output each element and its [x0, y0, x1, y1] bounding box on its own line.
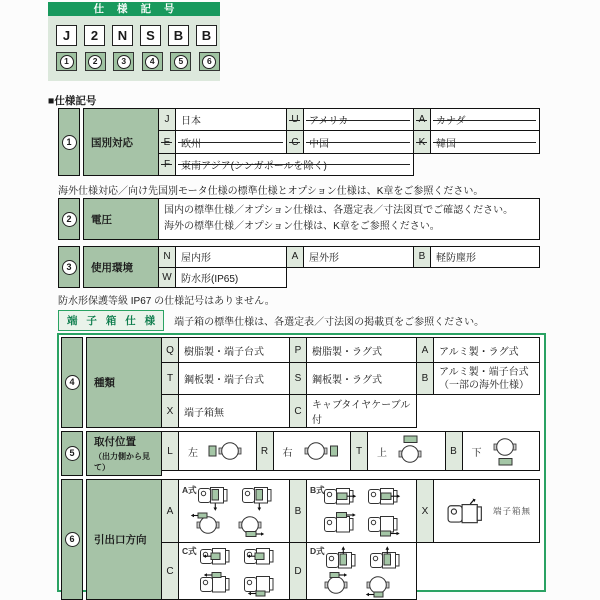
circled-number-box — [142, 52, 163, 71]
code-cell: C — [161, 542, 179, 600]
code-cell: F — [158, 153, 176, 176]
circled-number-box — [113, 52, 134, 71]
value-cell: 鋼板製・ラグ式 — [306, 362, 417, 395]
outlet-d-diagram — [308, 543, 412, 599]
value-line1: アルミ製・端子台式 — [439, 366, 529, 378]
code-letter: J — [56, 25, 77, 46]
row-number — [58, 198, 80, 240]
value-cell — [433, 479, 540, 543]
value-cell — [433, 362, 540, 395]
row-number — [61, 431, 83, 476]
value-cell — [178, 479, 290, 543]
code-cell: N — [158, 246, 176, 268]
code-letter: 2 — [84, 25, 105, 46]
circled-number: 2 — [62, 212, 77, 227]
row-label: 電圧 — [83, 198, 159, 240]
code-panel — [48, 16, 220, 81]
value-cell: 軽防塵形 — [430, 246, 540, 268]
code-cell: C — [289, 394, 307, 428]
terminal-box-badge: 端 子 箱 仕 様 — [58, 310, 164, 331]
code-cell: A — [161, 479, 179, 543]
spec-code-header — [48, 2, 220, 81]
row-number — [61, 337, 83, 428]
note-waterproof: 防水形保護等級 IP67 の仕様記号はありません。 — [58, 296, 275, 307]
row-label: 種類 — [86, 337, 162, 428]
value-cell: 鋼板製・端子台式 — [178, 362, 290, 395]
value-cell — [306, 542, 417, 600]
code-cell: A — [416, 337, 434, 363]
outlet-x-diagram — [444, 497, 486, 525]
mount-right-icon — [302, 438, 340, 464]
code-cell: C — [286, 130, 304, 153]
code-cell: B — [413, 246, 431, 268]
outlet-style-label: B式 — [310, 485, 325, 495]
outlet-style-label: C式 — [182, 546, 197, 556]
circled-number: 4 — [65, 375, 80, 390]
value-cell: 屋内形 — [175, 246, 287, 268]
code-number-row — [56, 52, 220, 71]
value-cell: アルミ製・ラグ式 — [433, 337, 540, 363]
code-cell: P — [289, 337, 307, 363]
code-cell: A — [413, 108, 431, 131]
circled-number: 3 — [117, 55, 131, 69]
circled-number: 1 — [62, 135, 77, 150]
row-label-sub: （出力側から見て） — [94, 452, 150, 472]
code-cell: B — [416, 362, 434, 395]
outlet-b-diagram — [308, 482, 412, 540]
value-cell: 韓国 — [430, 130, 540, 153]
circled-number: 3 — [62, 260, 77, 275]
row-label-text: 取付位置 — [94, 436, 136, 448]
value-cell — [367, 431, 446, 471]
code-cell: D — [289, 542, 307, 600]
code-cell: T — [161, 362, 179, 395]
voltage-note-line2: 海外の標準仕様／オプション仕様は、K章をご参照ください。 — [164, 221, 440, 232]
row-type — [61, 337, 540, 428]
value-cell: キャブタイヤケーブル付 — [306, 394, 417, 428]
code-cell: L — [161, 431, 179, 471]
value-cell — [462, 431, 541, 471]
row-environment — [58, 246, 540, 288]
row-number — [58, 246, 80, 288]
mount-top-label: 上 — [377, 447, 387, 459]
code-cell: R — [256, 431, 274, 471]
row-mount-position — [61, 431, 540, 476]
circled-number: 1 — [60, 55, 74, 69]
outlet-style-label: A式 — [182, 485, 197, 495]
value-cell — [178, 542, 290, 600]
code-cell: S — [289, 362, 307, 395]
value-cell: 日本 — [175, 108, 287, 131]
terminal-box-header — [58, 310, 484, 331]
row-label: 国別対応 — [83, 108, 159, 176]
code-cell: E — [158, 130, 176, 153]
terminal-box-note: 端子箱の標準仕様は、各選定表／寸法図の掲載頁をご参照ください。 — [174, 317, 485, 328]
code-cell: B — [445, 431, 463, 471]
circled-number: 2 — [88, 55, 102, 69]
code-cell: X — [416, 479, 434, 543]
outlet-style-label: D式 — [310, 546, 325, 556]
value-cell: 東南アジア(シンガポールを除く) — [175, 153, 414, 176]
value-cell — [158, 198, 540, 240]
code-cell: U — [286, 108, 304, 131]
value-cell — [306, 479, 417, 543]
mount-left-label: 左 — [188, 447, 198, 459]
code-letter: N — [112, 25, 133, 46]
code-letter-row — [56, 25, 220, 46]
circled-number: 5 — [174, 55, 188, 69]
section-title: ■仕様記号 — [48, 95, 97, 107]
value-cell: 防水形(IP65) — [175, 267, 287, 289]
code-cell: T — [350, 431, 368, 471]
value-cell — [273, 431, 352, 471]
mount-top-icon — [396, 435, 426, 467]
row-voltage — [58, 198, 540, 240]
code-cell: X — [161, 394, 179, 428]
circled-number-box — [170, 52, 191, 71]
code-cell: Q — [161, 337, 179, 363]
code-letter: S — [140, 25, 161, 46]
code-cell: W — [158, 267, 176, 289]
circled-number: 6 — [202, 55, 216, 69]
voltage-note-line1: 国内の標準仕様／オプション仕様は、各選定表／寸法図頁でご確認ください。 — [164, 204, 514, 216]
row-label: 引出口方向 — [86, 479, 162, 600]
value-cell: アメリカ — [303, 108, 414, 131]
code-cell: K — [413, 130, 431, 153]
mount-bottom-icon — [491, 435, 521, 467]
value-cell: 端子箱無 — [178, 394, 290, 428]
circled-number-box — [56, 52, 77, 71]
code-letter: B — [168, 25, 189, 46]
row-outlet-direction — [61, 479, 540, 600]
row-number — [61, 479, 83, 600]
value-line2: （一部の海外仕様） — [439, 379, 529, 391]
circled-number-box — [199, 52, 220, 71]
value-cell: 屋外形 — [303, 246, 414, 268]
circled-number: 6 — [65, 532, 80, 547]
code-cell: A — [286, 246, 304, 268]
row-label — [86, 431, 162, 476]
value-cell: カナダ — [430, 108, 540, 131]
terminal-box-section — [57, 333, 546, 592]
mount-left-icon — [207, 438, 245, 464]
code-cell: J — [158, 108, 176, 131]
code-cell: B — [289, 479, 307, 543]
circled-number: 5 — [65, 446, 80, 461]
outlet-a-diagram — [180, 482, 286, 540]
row-number — [58, 108, 80, 176]
circled-number-box — [85, 52, 106, 71]
value-cell: 樹脂製・端子台式 — [178, 337, 290, 363]
outlet-c-diagram — [180, 543, 286, 599]
circled-number: 4 — [145, 55, 159, 69]
value-cell: 樹脂製・ラグ式 — [306, 337, 417, 363]
value-cell: 中国 — [303, 130, 414, 153]
code-letter: B — [196, 25, 217, 46]
note-overseas: 海外仕様対応／向け先国別モータ仕様の標準仕様とオプション仕様は、K章をご参照ください。 — [58, 186, 484, 197]
value-cell: 欧州 — [175, 130, 287, 153]
row-label: 使用環境 — [83, 246, 159, 288]
mount-right-label: 右 — [282, 447, 293, 459]
row-country — [58, 108, 540, 176]
page-title: 仕 様 記 号 — [48, 2, 220, 16]
mount-bottom-label: 下 — [471, 447, 482, 459]
outlet-x-label: 端子箱無 — [493, 506, 532, 516]
value-cell — [178, 431, 257, 471]
